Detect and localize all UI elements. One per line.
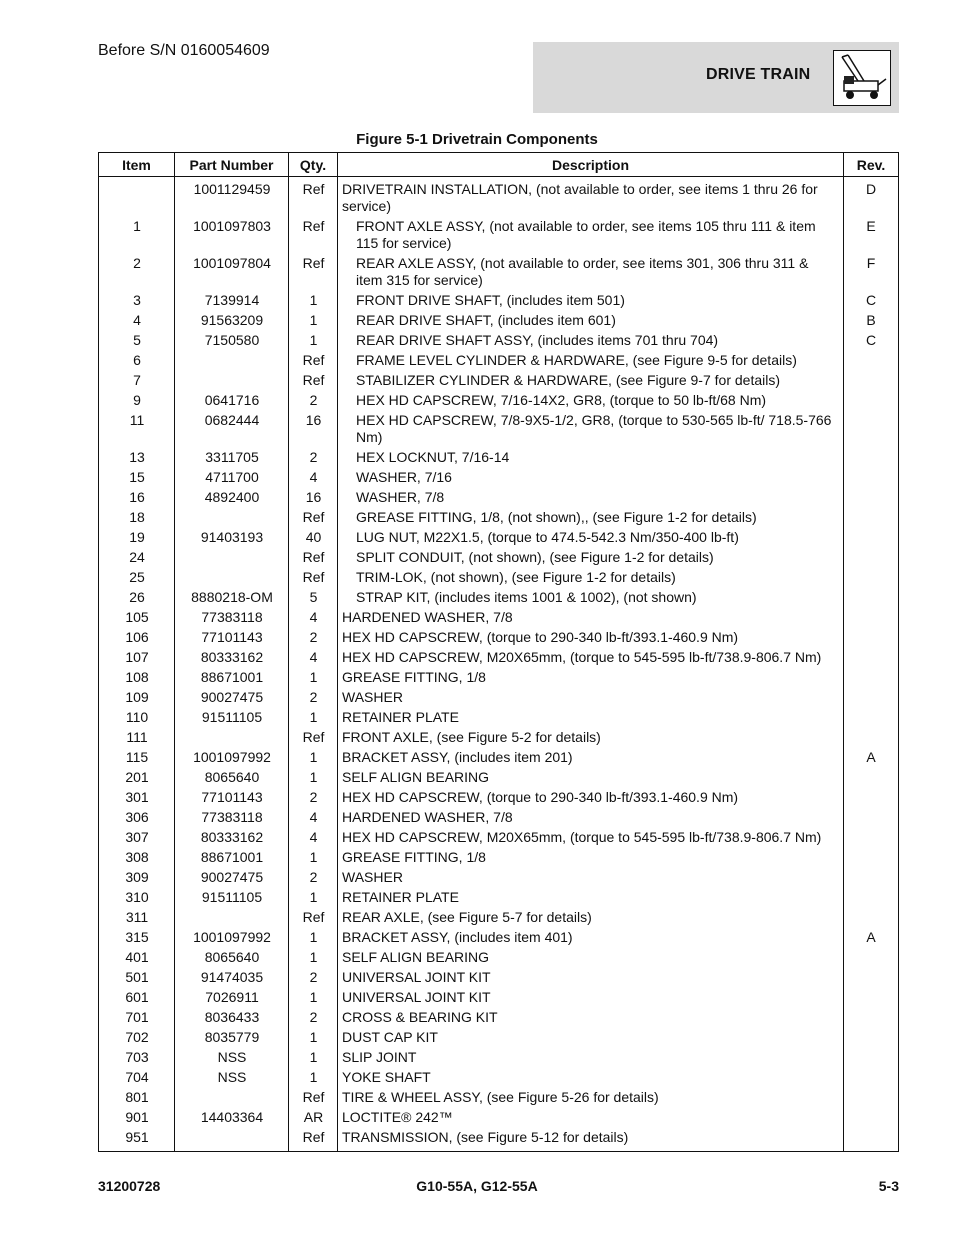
- qty-cell: 1: [309, 888, 318, 905]
- item-cell: 704: [125, 1068, 149, 1085]
- table-row: [99, 627, 898, 647]
- description-cell: SELF ALIGN BEARING: [342, 948, 490, 965]
- item-cell: 801: [125, 1088, 149, 1105]
- part-number-cell: 77383118: [201, 608, 263, 625]
- rev-cell: A: [866, 748, 876, 765]
- qty-cell: 2: [309, 788, 318, 805]
- qty-cell: 1: [309, 1048, 318, 1065]
- item-cell: 311: [125, 908, 149, 925]
- part-number-cell: NSS: [217, 1068, 247, 1085]
- table-row: [99, 747, 898, 767]
- item-cell: 301: [125, 788, 149, 805]
- table-row: [99, 807, 898, 827]
- qty-cell: 4: [309, 608, 318, 625]
- part-number-cell: 7026911: [205, 988, 259, 1005]
- item-cell: 19: [129, 528, 145, 545]
- part-number-cell: 91403193: [200, 528, 264, 545]
- rev-cell: [844, 1069, 898, 1086]
- qty-cell: 2: [309, 868, 318, 885]
- item-cell: 115: [125, 748, 149, 765]
- part-number-cell: 77383118: [201, 808, 263, 825]
- part-number-cell: 8065640: [204, 948, 260, 965]
- table-row: [99, 687, 898, 707]
- part-number-cell: 1001129459: [193, 180, 271, 197]
- description-cell: WASHER, 7/16: [356, 468, 452, 485]
- qty-cell: 1: [309, 928, 318, 945]
- item-cell: 307: [125, 828, 149, 845]
- part-number-cell: 4711700: [205, 468, 259, 485]
- qty-cell: Ref: [302, 548, 325, 565]
- table-row: [99, 867, 898, 887]
- rev-cell: [844, 809, 898, 826]
- description-cell: FRONT AXLE ASSY, (not available to order, see items 105 thru 111 & item 115 for service): [356, 217, 816, 251]
- qty-cell: Ref: [302, 254, 325, 271]
- table-row: [99, 447, 898, 467]
- item-cell: 501: [125, 968, 149, 985]
- rev-cell: [844, 669, 898, 686]
- rev-cell: [844, 392, 898, 409]
- col-header-part-number: Part Number: [175, 153, 289, 176]
- part-number-cell: 80333162: [200, 648, 264, 665]
- qty-cell: 1: [309, 1068, 318, 1085]
- part-number-cell: 8065640: [204, 768, 260, 785]
- description-cell: HEX HD CAPSCREW, (torque to 290-340 lb-ft/393.1-460.9 Nm): [342, 788, 739, 805]
- item-cell: 4: [133, 311, 141, 328]
- rev-cell: [844, 789, 898, 806]
- item-cell: 1: [133, 217, 141, 234]
- table-row: [99, 1027, 898, 1047]
- description-cell: STRAP KIT, (includes items 1001 & 1002), (not shown): [356, 588, 697, 605]
- part-number-cell: 91474035: [200, 968, 264, 985]
- part-number-cell: 1001097803: [193, 217, 271, 234]
- part-number-cell: 7150580: [204, 331, 260, 348]
- rev-cell: F: [866, 254, 876, 271]
- table-row: [99, 767, 898, 787]
- qty-cell: Ref: [302, 217, 325, 234]
- description-cell: HEX HD CAPSCREW, M20X65mm, (torque to 545-595 lb-ft/738.9-806.7 Nm): [342, 828, 822, 845]
- item-cell: 109: [125, 688, 149, 705]
- rev-cell: [844, 1029, 898, 1046]
- qty-cell: 1: [309, 988, 318, 1005]
- section-header: [533, 42, 899, 113]
- description-cell: CROSS & BEARING KIT: [342, 1008, 498, 1025]
- description-cell: REAR DRIVE SHAFT, (includes item 601): [356, 311, 616, 328]
- table-row: [99, 390, 898, 410]
- rev-cell: [844, 352, 898, 369]
- table-row: [99, 1007, 898, 1027]
- part-number-cell: 8880218-OM: [191, 588, 273, 605]
- description-cell: HEX LOCKNUT, 7/16-14: [356, 448, 510, 465]
- description-cell: FRAME LEVEL CYLINDER & HARDWARE, (see Figure 9-5 for details): [356, 351, 797, 368]
- rev-cell: [844, 509, 898, 526]
- item-cell: 24: [129, 548, 145, 565]
- item-cell: 9: [133, 391, 141, 408]
- rev-cell: [844, 849, 898, 866]
- rev-cell: [844, 969, 898, 986]
- table-row: [99, 607, 898, 627]
- part-number-cell: 91511105: [201, 888, 263, 905]
- part-number-cell: 3311705: [205, 448, 259, 465]
- part-number-cell: 88671001: [200, 848, 264, 865]
- item-cell: 309: [125, 868, 149, 885]
- table-row: [99, 410, 898, 447]
- rev-cell: [844, 769, 898, 786]
- rev-cell: [844, 629, 898, 646]
- rev-cell: [844, 909, 898, 926]
- item-cell: 111: [126, 728, 148, 745]
- description-cell: WASHER: [342, 688, 403, 705]
- page-number: 5-3: [878, 1178, 899, 1194]
- description-cell: YOKE SHAFT: [342, 1068, 431, 1085]
- item-cell: 703: [125, 1048, 149, 1065]
- part-number-cell: [175, 909, 289, 926]
- qty-cell: Ref: [302, 1088, 325, 1105]
- description-cell: RETAINER PLATE: [342, 708, 459, 725]
- table-row: [99, 847, 898, 867]
- part-number-cell: 14403364: [200, 1108, 264, 1125]
- item-cell: 110: [125, 708, 149, 725]
- rev-cell: [844, 989, 898, 1006]
- qty-cell: 1: [309, 1028, 318, 1045]
- part-number-cell: [175, 1089, 289, 1106]
- rev-cell: [844, 1109, 898, 1126]
- rev-cell: [844, 709, 898, 726]
- part-number-cell: [175, 729, 289, 746]
- part-number-cell: NSS: [217, 1048, 247, 1065]
- description-cell: UNIVERSAL JOINT KIT: [342, 968, 491, 985]
- qty-cell: 5: [309, 588, 318, 605]
- qty-cell: 1: [309, 748, 318, 765]
- description-cell: BRACKET ASSY, (includes item 201): [342, 748, 573, 765]
- description-cell: RETAINER PLATE: [342, 888, 459, 905]
- table-row: [99, 647, 898, 667]
- qty-cell: 16: [305, 488, 322, 505]
- rev-cell: [844, 649, 898, 666]
- item-cell: 702: [125, 1028, 149, 1045]
- qty-cell: Ref: [302, 351, 325, 368]
- description-cell: REAR AXLE ASSY, (not available to order, see items 301, 306 thru 311 & item 315 for service): [356, 254, 809, 288]
- rev-cell: C: [865, 291, 877, 308]
- table-row: [99, 667, 898, 687]
- part-number-cell: 0641716: [204, 391, 260, 408]
- item-cell: 308: [125, 848, 149, 865]
- qty-cell: Ref: [302, 568, 325, 585]
- qty-cell: Ref: [302, 508, 325, 525]
- qty-cell: 1: [309, 311, 318, 328]
- rev-cell: [844, 549, 898, 566]
- qty-cell: 1: [309, 768, 318, 785]
- description-cell: REAR DRIVE SHAFT ASSY, (includes items 701 thru 704): [356, 331, 719, 348]
- description-cell: GREASE FITTING, 1/8: [342, 668, 486, 685]
- qty-cell: 1: [309, 668, 318, 685]
- part-number-cell: [175, 352, 289, 369]
- item-cell: 18: [129, 508, 145, 525]
- qty-cell: 4: [309, 808, 318, 825]
- qty-cell: 16: [305, 411, 322, 428]
- description-cell: SELF ALIGN BEARING: [342, 768, 490, 785]
- description-cell: STABILIZER CYLINDER & HARDWARE, (see Figure 9-7 for details): [356, 371, 780, 388]
- figure-title: Figure 5-1 Drivetrain Components: [356, 131, 598, 148]
- part-number-cell: 1001097992: [193, 928, 271, 945]
- item-cell: 107: [125, 648, 149, 665]
- description-cell: REAR AXLE, (see Figure 5-7 for details): [342, 908, 592, 925]
- rev-cell: E: [866, 217, 876, 234]
- parts-table: [98, 152, 899, 1152]
- item-cell: 5: [133, 331, 141, 348]
- table-row: [99, 947, 898, 967]
- table-row: [99, 507, 898, 527]
- rev-cell: [844, 529, 898, 546]
- item-cell: 315: [125, 928, 149, 945]
- part-number-cell: 90027475: [200, 868, 264, 885]
- table-row: [99, 487, 898, 507]
- part-number-cell: 0682444: [204, 411, 260, 428]
- description-cell: BRACKET ASSY, (includes item 401): [342, 928, 573, 945]
- rev-cell: [844, 1089, 898, 1106]
- rev-cell: [844, 489, 898, 506]
- table-row: [99, 727, 898, 747]
- table-row: [99, 1127, 898, 1147]
- rev-cell: [844, 469, 898, 486]
- part-number-cell: 90027475: [200, 688, 264, 705]
- rev-cell: [844, 569, 898, 586]
- qty-cell: 4: [309, 828, 318, 845]
- qty-cell: 40: [305, 528, 322, 545]
- part-number-cell: 7139914: [204, 291, 260, 308]
- table-row: [99, 707, 898, 727]
- item-cell: 15: [129, 468, 145, 485]
- part-number-cell: [175, 509, 289, 526]
- table-header: [99, 153, 898, 177]
- description-cell: TRIM-LOK, (not shown), (see Figure 1-2 for details): [356, 568, 676, 585]
- rev-cell: [844, 1049, 898, 1066]
- part-number-cell: [175, 372, 289, 389]
- item-cell: 26: [129, 588, 145, 605]
- qty-cell: 1: [309, 848, 318, 865]
- item-cell: 401: [125, 948, 149, 965]
- part-number-cell: 1001097804: [193, 254, 271, 271]
- qty-cell: 4: [309, 468, 318, 485]
- qty-cell: 2: [309, 628, 318, 645]
- table-row: [99, 987, 898, 1007]
- table-row: [99, 290, 898, 310]
- qty-cell: 2: [309, 448, 318, 465]
- item-cell: 306: [125, 808, 149, 825]
- table-row: [99, 787, 898, 807]
- table-row: [99, 907, 898, 927]
- qty-cell: 1: [309, 331, 318, 348]
- rev-cell: [844, 869, 898, 886]
- col-header-qty: Qty.: [289, 153, 338, 176]
- qty-cell: 2: [309, 688, 318, 705]
- qty-cell: Ref: [302, 728, 325, 745]
- table-row: [99, 179, 898, 216]
- rev-cell: [844, 1129, 898, 1146]
- rev-cell: [844, 949, 898, 966]
- description-cell: SLIP JOINT: [342, 1048, 417, 1065]
- part-number-cell: 77101143: [201, 788, 263, 805]
- part-number-cell: [175, 569, 289, 586]
- qty-cell: 2: [309, 968, 318, 985]
- table-row: [99, 587, 898, 607]
- qty-cell: Ref: [302, 1128, 325, 1145]
- rev-cell: D: [865, 180, 877, 197]
- description-cell: FRONT AXLE, (see Figure 5-2 for details): [342, 728, 601, 745]
- table-row: [99, 253, 898, 290]
- qty-cell: 4: [309, 648, 318, 665]
- item-cell: 901: [125, 1108, 149, 1125]
- item-cell: [99, 181, 175, 215]
- description-cell: FRONT DRIVE SHAFT, (includes item 501): [356, 291, 625, 308]
- description-cell: TIRE & WHEEL ASSY, (see Figure 5-26 for details): [342, 1088, 659, 1105]
- scissor-lift-icon: [833, 50, 891, 106]
- part-number-cell: 91511105: [201, 708, 263, 725]
- rev-cell: B: [866, 311, 876, 328]
- description-cell: DRIVETRAIN INSTALLATION, (not available to order, see items 1 thru 26 for service): [342, 180, 818, 214]
- part-number-cell: 88671001: [200, 668, 264, 685]
- qty-cell: 1: [309, 948, 318, 965]
- col-header-rev: Rev.: [856, 156, 886, 173]
- col-header-item: Item: [99, 153, 175, 176]
- qty-cell: Ref: [302, 180, 325, 197]
- doc-number: 31200728: [98, 1178, 161, 1194]
- qty-cell: 2: [309, 391, 318, 408]
- description-cell: HARDENED WASHER, 7/8: [342, 808, 513, 825]
- item-cell: 106: [125, 628, 149, 645]
- qty-cell: 2: [309, 1008, 318, 1025]
- item-cell: 701: [125, 1008, 149, 1025]
- qty-cell: Ref: [302, 371, 325, 388]
- table-row: [99, 1067, 898, 1087]
- table-row: [99, 1047, 898, 1067]
- rev-cell: [844, 449, 898, 466]
- item-cell: 6: [133, 351, 141, 368]
- rev-cell: C: [865, 331, 877, 348]
- qty-cell: 1: [309, 708, 318, 725]
- table-row: [99, 330, 898, 350]
- serial-range: Before S/N 0160054609: [98, 42, 270, 59]
- item-cell: 7: [133, 371, 141, 388]
- table-row: [99, 467, 898, 487]
- table-row: [99, 527, 898, 547]
- description-cell: LUG NUT, M22X1.5, (torque to 474.5-542.3 Nm/350-400 lb-ft): [356, 528, 739, 545]
- item-cell: 16: [129, 488, 145, 505]
- rev-cell: [844, 609, 898, 626]
- description-cell: HEX HD CAPSCREW, 7/16-14X2, GR8, (torque to 50 lb-ft/68 Nm): [356, 391, 767, 408]
- description-cell: HEX HD CAPSCREW, 7/8-9X5-1/2, GR8, (torque to 530-565 lb-ft/ 718.5-766 Nm): [356, 411, 832, 445]
- table-row: [99, 216, 898, 253]
- item-cell: 951: [125, 1128, 149, 1145]
- rev-cell: [844, 729, 898, 746]
- description-cell: WASHER, 7/8: [356, 488, 445, 505]
- part-number-cell: [175, 1129, 289, 1146]
- table-row: [99, 547, 898, 567]
- item-cell: 2: [133, 254, 141, 271]
- table-row: [99, 370, 898, 390]
- table-row: [99, 827, 898, 847]
- part-number-cell: [175, 549, 289, 566]
- description-cell: HEX HD CAPSCREW, (torque to 290-340 lb-ft/393.1-460.9 Nm): [342, 628, 739, 645]
- item-cell: 310: [125, 888, 149, 905]
- rev-cell: [844, 1009, 898, 1026]
- item-cell: 601: [125, 988, 149, 1005]
- table-row: [99, 310, 898, 330]
- description-cell: SPLIT CONDUIT, (not shown), (see Figure 1-2 for details): [356, 548, 714, 565]
- qty-cell: AR: [303, 1108, 324, 1125]
- rev-cell: [844, 889, 898, 906]
- description-cell: HEX HD CAPSCREW, M20X65mm, (torque to 545-595 lb-ft/738.9-806.7 Nm): [342, 648, 822, 665]
- part-number-cell: 77101143: [201, 628, 263, 645]
- qty-cell: Ref: [302, 908, 325, 925]
- description-cell: DUST CAP KIT: [342, 1028, 438, 1045]
- section-title: DRIVE TRAIN: [706, 66, 811, 83]
- rev-cell: [844, 829, 898, 846]
- table-row: [99, 927, 898, 947]
- description-cell: GREASE FITTING, 1/8, (not shown),, (see Figure 1-2 for details): [356, 508, 757, 525]
- table-row: [99, 350, 898, 370]
- item-cell: 25: [129, 568, 145, 585]
- part-number-cell: 1001097992: [193, 748, 271, 765]
- rev-cell: [844, 372, 898, 389]
- part-number-cell: 8036433: [204, 1008, 260, 1025]
- description-cell: GREASE FITTING, 1/8: [342, 848, 486, 865]
- item-cell: 105: [125, 608, 149, 625]
- part-number-cell: 4892400: [204, 488, 260, 505]
- rev-cell: [844, 689, 898, 706]
- description-cell: UNIVERSAL JOINT KIT: [342, 988, 491, 1005]
- description-cell: HARDENED WASHER, 7/8: [342, 608, 513, 625]
- rev-cell: [844, 589, 898, 606]
- part-number-cell: 80333162: [200, 828, 264, 845]
- item-cell: 108: [125, 668, 149, 685]
- table-row: [99, 1107, 898, 1127]
- table-row: [99, 567, 898, 587]
- qty-cell: 1: [309, 291, 318, 308]
- item-cell: 3: [133, 291, 141, 308]
- description-cell: WASHER: [342, 868, 403, 885]
- description-cell: LOCTITE® 242™: [342, 1108, 453, 1125]
- table-row: [99, 967, 898, 987]
- rev-cell: A: [866, 928, 876, 945]
- item-cell: 13: [129, 448, 145, 465]
- item-cell: 11: [129, 411, 145, 428]
- part-number-cell: 8035779: [204, 1028, 260, 1045]
- description-cell: TRANSMISSION, (see Figure 5-12 for details): [342, 1128, 629, 1145]
- item-cell: 201: [125, 768, 149, 785]
- table-row: [99, 1087, 898, 1107]
- rev-cell: [844, 412, 898, 446]
- table-body: [99, 177, 898, 1151]
- col-header-description: Description: [338, 153, 844, 176]
- table-row: [99, 887, 898, 907]
- model-numbers: G10-55A, G12-55A: [416, 1178, 538, 1194]
- part-number-cell: 91563209: [200, 311, 264, 328]
